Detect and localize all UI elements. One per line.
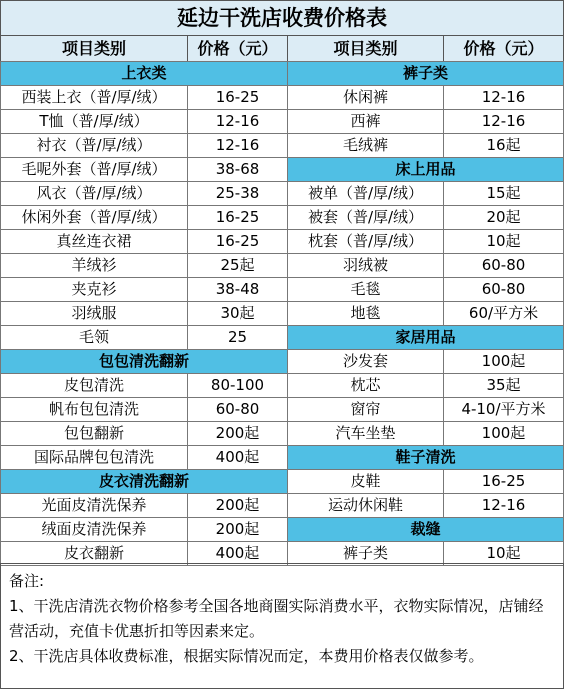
notes-heading: 备注: [9,572,45,590]
notes-box [0,563,564,689]
item-name: 皮鞋 [350,472,381,490]
price-row [287,421,564,446]
item-name: 被套（普/厚/绒） [307,208,424,226]
item-name: T恤（普/厚/绒） [39,112,149,130]
item-price: 38-68 [187,158,287,181]
section-header: 家居用品 [287,325,564,350]
section-header: 裁缝 [287,517,564,542]
item-price: 16起 [443,134,563,157]
notes-line-2: 2、干洗店具体收费标准，根据实际情况而定，本费用价格表仅做参考。 [9,647,484,665]
price-row [0,493,288,518]
price-row [287,397,564,422]
right-price-header: 价格（元） [443,35,564,62]
item-price: 10起 [443,230,563,253]
price-row [0,277,288,302]
price-row [287,253,564,278]
item-price: 60-80 [443,278,563,301]
item-price: 12-16 [187,110,287,133]
item-price: 200起 [187,422,287,445]
item-price: 400起 [187,542,287,565]
item-name: 绒面皮清洗保养 [41,520,147,538]
price-row [0,325,288,350]
item-price: 12-16 [443,86,563,109]
price-row [287,181,564,206]
item-price: 16-25 [443,470,563,493]
price-row [0,253,288,278]
price-row [287,229,564,254]
item-name: 光面皮清洗保养 [41,496,147,514]
price-row [287,373,564,398]
item-name: 真丝连衣裙 [56,232,132,250]
item-price: 10起 [443,542,563,565]
item-name: 窗帘 [350,400,381,418]
section-header: 床上用品 [287,157,564,182]
item-name: 枕套（普/厚/绒） [307,232,424,250]
price-row [0,181,288,206]
item-price: 15起 [443,182,563,205]
price-row [287,349,564,374]
price-row [287,469,564,494]
item-price: 20起 [443,206,563,229]
item-price: 35起 [443,374,563,397]
price-row [0,205,288,230]
section-header: 包包清洗翻新 [0,349,288,374]
item-price: 16-25 [187,206,287,229]
price-row [0,109,288,134]
item-price: 60-80 [443,254,563,277]
item-name: 沙发套 [342,352,388,370]
item-price: 400起 [187,446,287,469]
item-name: 毛绒裤 [342,136,388,154]
price-row [287,109,564,134]
right-item-header: 项目类别 [287,35,444,62]
notes-line-1: 1、干洗店清洗衣物价格参考全国各地商圈实际消费水平，衣物实际情况，店铺经营活动，充值卡优惠折扣等因素来定。 [9,597,544,640]
section-header: 鞋子清洗 [287,445,564,470]
item-price: 200起 [187,494,287,517]
item-price: 60/平方米 [443,302,563,325]
price-row [0,301,288,326]
item-price: 100起 [443,422,563,445]
item-price: 12-16 [187,134,287,157]
item-name: 羽绒被 [342,256,388,274]
item-price: 60-80 [187,398,287,421]
item-price: 25 [187,326,287,349]
item-price: 25-38 [187,182,287,205]
item-name: 国际品牌包包清洗 [33,448,154,466]
item-price: 16-25 [187,86,287,109]
price-row [287,277,564,302]
item-price: 38-48 [187,278,287,301]
item-name: 夹克衫 [71,280,117,298]
item-name: 包包翻新 [63,424,124,442]
item-name: 汽车坐垫 [335,424,396,442]
item-name: 运动休闲鞋 [327,496,403,514]
item-name: 地毯 [350,304,381,322]
item-name: 毛毯 [350,280,381,298]
item-name: 被单（普/厚/绒） [307,184,424,202]
item-name: 帆布包包清洗 [48,400,139,418]
section-header: 上衣类 [0,61,288,86]
price-row [0,421,288,446]
item-name: 毛领 [78,328,109,346]
item-price: 12-16 [443,110,563,133]
price-row [287,85,564,110]
price-row [0,373,288,398]
item-price: 80-100 [187,374,287,397]
item-name: 休闲外套（普/厚/绒） [21,208,167,226]
price-row [0,397,288,422]
item-price: 100起 [443,350,563,373]
item-name: 衬衣（普/厚/绒） [36,136,152,154]
left-item-header: 项目类别 [0,35,188,62]
section-header: 裤子类 [287,61,564,86]
item-name: 西装上衣（普/厚/绒） [21,88,167,106]
item-name: 裤子类 [342,544,388,562]
item-price: 4-10/平方米 [443,398,563,421]
price-row [0,229,288,254]
item-name: 皮衣翻新 [63,544,124,562]
item-price: 12-16 [443,494,563,517]
left-price-header: 价格（元） [187,35,288,62]
price-row [0,157,288,182]
item-price: 16-25 [187,230,287,253]
item-name: 西裤 [350,112,381,130]
price-row [0,85,288,110]
item-name: 羽绒服 [71,304,117,322]
price-row [0,517,288,542]
price-row [287,301,564,326]
item-name: 羊绒衫 [71,256,117,274]
item-price: 25起 [187,254,287,277]
item-name: 风衣（普/厚/绒） [36,184,152,202]
item-name: 枕芯 [350,376,381,394]
item-name: 休闲裤 [342,88,388,106]
price-row [0,445,288,470]
item-price: 200起 [187,518,287,541]
price-row [0,133,288,158]
price-row [287,133,564,158]
item-price: 30起 [187,302,287,325]
page-title: 延边干洗店收费价格表 [0,0,564,36]
price-row [287,493,564,518]
item-name: 皮包清洗 [63,376,124,394]
item-name: 毛呢外套（普/厚/绒） [21,160,167,178]
price-row [287,205,564,230]
section-header: 皮衣清洗翻新 [0,469,288,494]
